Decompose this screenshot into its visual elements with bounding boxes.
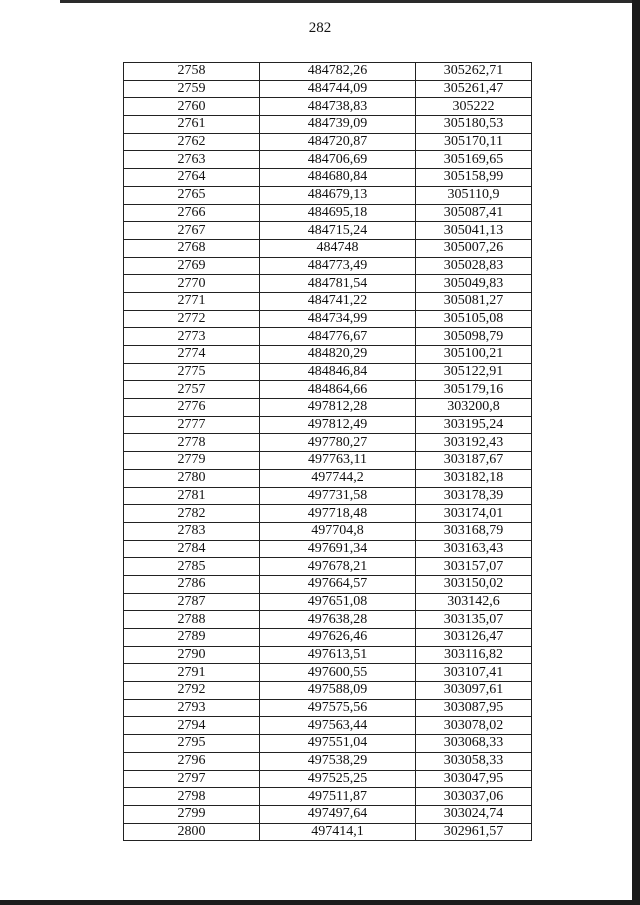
y-coordinate-cell: 303135,07: [416, 611, 532, 629]
point-number-cell: 2795: [124, 735, 260, 753]
point-number-cell: 2789: [124, 629, 260, 647]
x-coordinate-cell: 497744,2: [260, 469, 416, 487]
x-coordinate-cell: 497626,46: [260, 629, 416, 647]
y-coordinate-cell: 303126,47: [416, 629, 532, 647]
scan-edge-bottom: [0, 900, 640, 905]
point-number-cell: 2790: [124, 646, 260, 664]
table-row: [124, 416, 532, 434]
x-coordinate-cell: 497718,48: [260, 505, 416, 523]
table-row: [124, 735, 532, 753]
y-coordinate-cell: 305098,79: [416, 328, 532, 346]
point-number-cell: 2770: [124, 275, 260, 293]
x-coordinate-cell: 497763,11: [260, 452, 416, 470]
table-row: [124, 98, 532, 116]
table-row: [124, 522, 532, 540]
x-coordinate-cell: 497613,51: [260, 646, 416, 664]
x-coordinate-cell: 497780,27: [260, 434, 416, 452]
point-number-cell: 2779: [124, 452, 260, 470]
coordinates-table: [123, 62, 532, 841]
point-number-cell: 2778: [124, 434, 260, 452]
y-coordinate-cell: 303058,33: [416, 752, 532, 770]
table-row: [124, 717, 532, 735]
x-coordinate-cell: 497812,49: [260, 416, 416, 434]
table-row: [124, 292, 532, 310]
y-coordinate-cell: 303078,02: [416, 717, 532, 735]
y-coordinate-cell: 305222: [416, 98, 532, 116]
y-coordinate-cell: 303142,6: [416, 593, 532, 611]
table-row: [124, 381, 532, 399]
y-coordinate-cell: 305028,83: [416, 257, 532, 275]
point-number-cell: 2784: [124, 540, 260, 558]
point-number-cell: 2782: [124, 505, 260, 523]
table-row: [124, 752, 532, 770]
table-row: [124, 682, 532, 700]
y-coordinate-cell: 305087,41: [416, 204, 532, 222]
table-row: [124, 629, 532, 647]
x-coordinate-cell: 484748: [260, 239, 416, 257]
y-coordinate-cell: 303187,67: [416, 452, 532, 470]
table-row: [124, 611, 532, 629]
point-number-cell: 2798: [124, 788, 260, 806]
point-number-cell: 2772: [124, 310, 260, 328]
point-number-cell: 2759: [124, 80, 260, 98]
point-number-cell: 2777: [124, 416, 260, 434]
point-number-cell: 2758: [124, 63, 260, 81]
table-row: [124, 116, 532, 134]
point-number-cell: 2764: [124, 169, 260, 187]
y-coordinate-cell: 305049,83: [416, 275, 532, 293]
table-row: [124, 186, 532, 204]
point-number-cell: 2757: [124, 381, 260, 399]
x-coordinate-cell: 497731,58: [260, 487, 416, 505]
x-coordinate-cell: 484864,66: [260, 381, 416, 399]
x-coordinate-cell: 484773,49: [260, 257, 416, 275]
point-number-cell: 2794: [124, 717, 260, 735]
y-coordinate-cell: 303047,95: [416, 770, 532, 788]
table-row: [124, 346, 532, 364]
point-number-cell: 2768: [124, 239, 260, 257]
point-number-cell: 2800: [124, 823, 260, 841]
point-number-cell: 2765: [124, 186, 260, 204]
y-coordinate-cell: 305170,11: [416, 133, 532, 151]
x-coordinate-cell: 484782,26: [260, 63, 416, 81]
page-number: 282: [308, 20, 332, 36]
x-coordinate-cell: 497575,56: [260, 699, 416, 717]
point-number-cell: 2787: [124, 593, 260, 611]
y-coordinate-cell: 303116,82: [416, 646, 532, 664]
y-coordinate-cell: 305110,9: [416, 186, 532, 204]
point-number-cell: 2771: [124, 292, 260, 310]
y-coordinate-cell: 305100,21: [416, 346, 532, 364]
x-coordinate-cell: 484720,87: [260, 133, 416, 151]
x-coordinate-cell: 484820,29: [260, 346, 416, 364]
scan-edge-top: [60, 0, 640, 3]
y-coordinate-cell: 305158,99: [416, 169, 532, 187]
y-coordinate-cell: 303087,95: [416, 699, 532, 717]
table-row: [124, 699, 532, 717]
x-coordinate-cell: 484738,83: [260, 98, 416, 116]
point-number-cell: 2767: [124, 222, 260, 240]
x-coordinate-cell: 484679,13: [260, 186, 416, 204]
table-row: [124, 275, 532, 293]
x-coordinate-cell: 484776,67: [260, 328, 416, 346]
point-number-cell: 2762: [124, 133, 260, 151]
table-row: [124, 540, 532, 558]
y-coordinate-cell: 305180,53: [416, 116, 532, 134]
table-row: [124, 63, 532, 81]
x-coordinate-cell: 497638,28: [260, 611, 416, 629]
table-row: [124, 823, 532, 841]
x-coordinate-cell: 484781,54: [260, 275, 416, 293]
x-coordinate-cell: 484715,24: [260, 222, 416, 240]
table-row: [124, 593, 532, 611]
y-coordinate-cell: 305261,47: [416, 80, 532, 98]
y-coordinate-cell: 303068,33: [416, 735, 532, 753]
table-row: [124, 452, 532, 470]
y-coordinate-cell: 303163,43: [416, 540, 532, 558]
y-coordinate-cell: 305262,71: [416, 63, 532, 81]
point-number-cell: 2773: [124, 328, 260, 346]
point-number-cell: 2776: [124, 399, 260, 417]
table-row: [124, 487, 532, 505]
x-coordinate-cell: 497651,08: [260, 593, 416, 611]
y-coordinate-cell: 303157,07: [416, 558, 532, 576]
y-coordinate-cell: 303182,18: [416, 469, 532, 487]
y-coordinate-cell: 303037,06: [416, 788, 532, 806]
point-number-cell: 2783: [124, 522, 260, 540]
y-coordinate-cell: 305041,13: [416, 222, 532, 240]
point-number-cell: 2780: [124, 469, 260, 487]
point-number-cell: 2760: [124, 98, 260, 116]
point-number-cell: 2796: [124, 752, 260, 770]
point-number-cell: 2797: [124, 770, 260, 788]
table-row: [124, 169, 532, 187]
table-row: [124, 363, 532, 381]
x-coordinate-cell: 497691,34: [260, 540, 416, 558]
y-coordinate-cell: 303097,61: [416, 682, 532, 700]
x-coordinate-cell: 497538,29: [260, 752, 416, 770]
x-coordinate-cell: 484734,99: [260, 310, 416, 328]
table-row: [124, 505, 532, 523]
y-coordinate-cell: 305081,27: [416, 292, 532, 310]
scan-edge-right: [632, 0, 640, 905]
y-coordinate-cell: 303168,79: [416, 522, 532, 540]
table-row: [124, 310, 532, 328]
y-coordinate-cell: 303200,8: [416, 399, 532, 417]
table-row: [124, 328, 532, 346]
table-row: [124, 646, 532, 664]
y-coordinate-cell: 303107,41: [416, 664, 532, 682]
table-row: [124, 222, 532, 240]
x-coordinate-cell: 497563,44: [260, 717, 416, 735]
table-row: [124, 788, 532, 806]
table-row: [124, 805, 532, 823]
point-number-cell: 2781: [124, 487, 260, 505]
table-row: [124, 575, 532, 593]
y-coordinate-cell: 305122,91: [416, 363, 532, 381]
y-coordinate-cell: 303192,43: [416, 434, 532, 452]
point-number-cell: 2763: [124, 151, 260, 169]
y-coordinate-cell: 303178,39: [416, 487, 532, 505]
point-number-cell: 2791: [124, 664, 260, 682]
x-coordinate-cell: 484741,22: [260, 292, 416, 310]
x-coordinate-cell: 497525,25: [260, 770, 416, 788]
table-row: [124, 204, 532, 222]
x-coordinate-cell: 497812,28: [260, 399, 416, 417]
y-coordinate-cell: 303024,74: [416, 805, 532, 823]
x-coordinate-cell: 497414,1: [260, 823, 416, 841]
point-number-cell: 2793: [124, 699, 260, 717]
point-number-cell: 2792: [124, 682, 260, 700]
x-coordinate-cell: 497497,64: [260, 805, 416, 823]
table-row: [124, 151, 532, 169]
y-coordinate-cell: 305179,16: [416, 381, 532, 399]
table-row: [124, 558, 532, 576]
y-coordinate-cell: 303150,02: [416, 575, 532, 593]
y-coordinate-cell: 305007,26: [416, 239, 532, 257]
table-row: [124, 399, 532, 417]
point-number-cell: 2774: [124, 346, 260, 364]
point-number-cell: 2799: [124, 805, 260, 823]
table-row: [124, 664, 532, 682]
x-coordinate-cell: 497600,55: [260, 664, 416, 682]
x-coordinate-cell: 484739,09: [260, 116, 416, 134]
point-number-cell: 2766: [124, 204, 260, 222]
x-coordinate-cell: 497551,04: [260, 735, 416, 753]
x-coordinate-cell: 497678,21: [260, 558, 416, 576]
x-coordinate-cell: 484695,18: [260, 204, 416, 222]
y-coordinate-cell: 303174,01: [416, 505, 532, 523]
point-number-cell: 2785: [124, 558, 260, 576]
x-coordinate-cell: 497588,09: [260, 682, 416, 700]
x-coordinate-cell: 497511,87: [260, 788, 416, 806]
x-coordinate-cell: 484744,09: [260, 80, 416, 98]
x-coordinate-cell: 484680,84: [260, 169, 416, 187]
y-coordinate-cell: 303195,24: [416, 416, 532, 434]
table-row: [124, 770, 532, 788]
point-number-cell: 2786: [124, 575, 260, 593]
table-row: [124, 434, 532, 452]
table-row: [124, 80, 532, 98]
x-coordinate-cell: 484706,69: [260, 151, 416, 169]
x-coordinate-cell: 497704,8: [260, 522, 416, 540]
y-coordinate-cell: 305169,65: [416, 151, 532, 169]
table-row: [124, 239, 532, 257]
point-number-cell: 2769: [124, 257, 260, 275]
point-number-cell: 2761: [124, 116, 260, 134]
x-coordinate-cell: 484846,84: [260, 363, 416, 381]
point-number-cell: 2775: [124, 363, 260, 381]
y-coordinate-cell: 302961,57: [416, 823, 532, 841]
coordinates-table-body: [124, 63, 532, 841]
table-row: [124, 469, 532, 487]
table-row: [124, 257, 532, 275]
x-coordinate-cell: 497664,57: [260, 575, 416, 593]
point-number-cell: 2788: [124, 611, 260, 629]
y-coordinate-cell: 305105,08: [416, 310, 532, 328]
table-row: [124, 133, 532, 151]
